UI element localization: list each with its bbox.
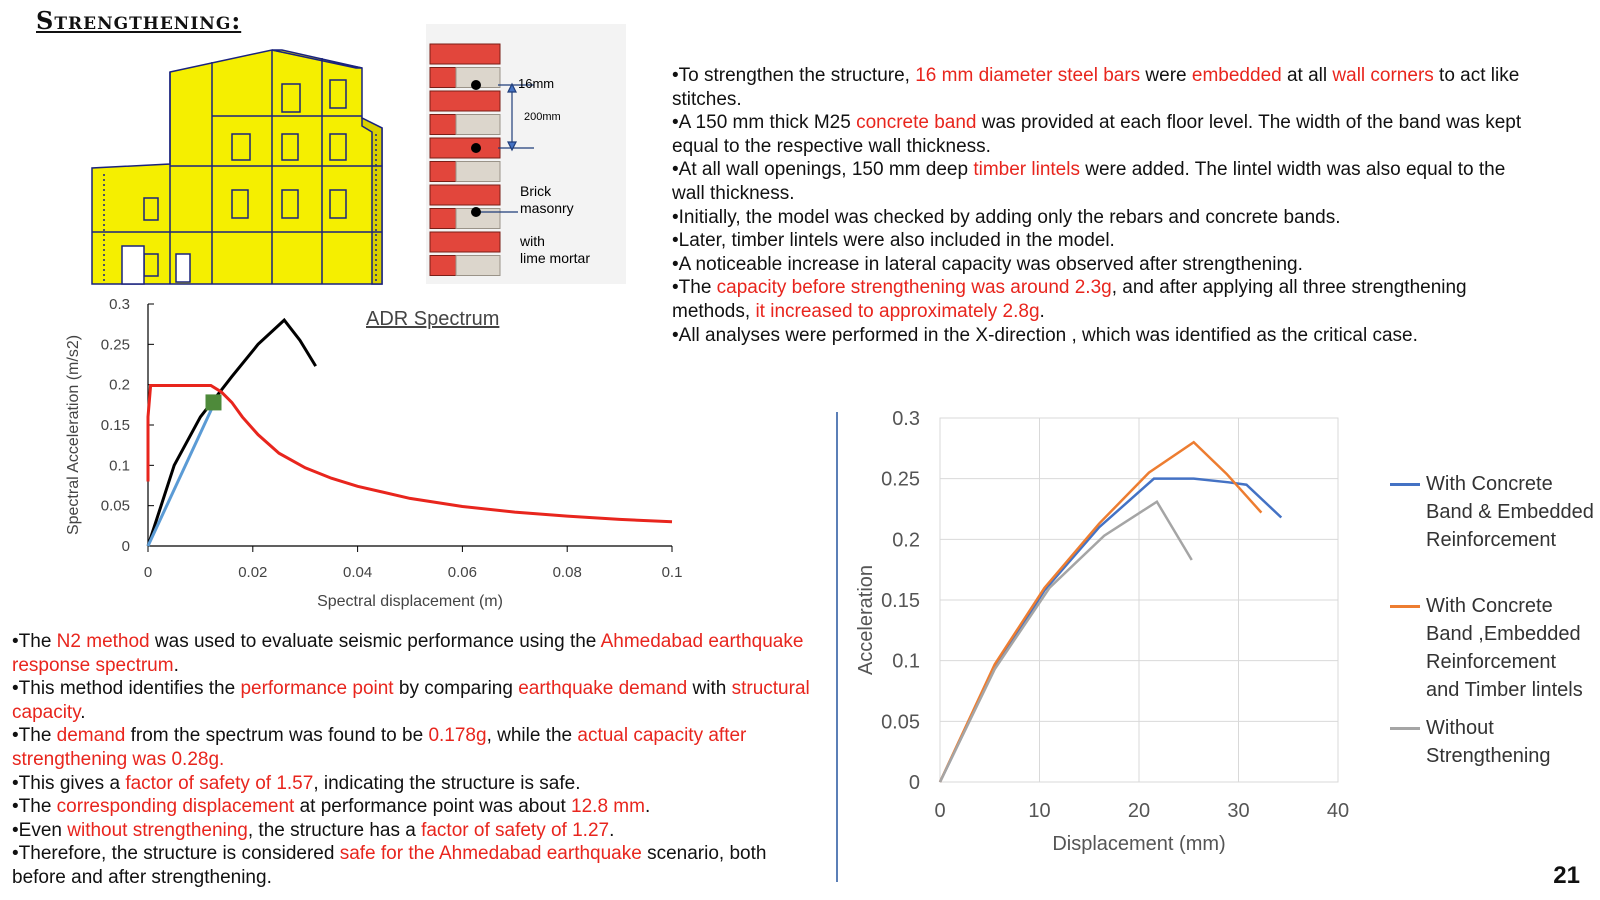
y-tick-label: 0.25 [881, 468, 920, 491]
x-tick-label: 0 [143, 564, 153, 581]
bullet-text: by comparing [393, 678, 519, 700]
bar-dia-label: 16mm [518, 76, 555, 91]
bullet-text: with [687, 678, 732, 700]
series-line [148, 405, 214, 546]
bottom-bullet [12, 724, 822, 771]
bullet-text: . [609, 819, 615, 841]
bullet-text: demand [56, 725, 126, 747]
top-bullet [672, 158, 1542, 205]
bullet-text: at all [1281, 65, 1333, 86]
bullet-text: N2 method [56, 631, 150, 652]
series-line [148, 385, 672, 521]
x-tick-label: 0.04 [342, 564, 373, 581]
page-number: 21 [1553, 862, 1580, 889]
x-tick-label: 0.02 [238, 564, 268, 581]
brick-label-2: masonry [520, 200, 574, 216]
bullet-text: scenario, both before and after strengthening. [12, 843, 767, 888]
bottom-bullet [12, 772, 822, 796]
bottom-bullet [12, 630, 822, 677]
bullet-text: •The [12, 725, 57, 747]
y-tick-label: 0.25 [100, 336, 130, 354]
y-tick-label: 0.2 [892, 529, 920, 552]
y-tick-label: 0.1 [109, 457, 130, 475]
bullet-text: , indicating the structure is safe. [313, 772, 581, 794]
separator-line [836, 412, 838, 882]
building-model-image [86, 34, 386, 290]
reinforcement-detail-image [426, 24, 626, 284]
bullet-text: performance point [240, 678, 394, 700]
x-tick-label: 0 [934, 800, 946, 822]
bullet-text: •At all wall openings, 150 mm deep [672, 159, 974, 181]
y-tick-label: 0.2 [109, 376, 130, 394]
bullet-text: safe for the Ahmedabad earthquake [339, 843, 642, 865]
bullet-text: , and after applying all three strengthening methods, [672, 277, 1467, 322]
top-bullet [672, 206, 1542, 230]
x-axis-label: Spectral displacement (m) [317, 593, 503, 610]
bullet-text: was used to evaluate seismic performance using the [149, 631, 601, 652]
x-tick-label: 0.1 [661, 564, 683, 581]
bullet-text: at performance point was about [294, 796, 572, 818]
series-line [940, 502, 1192, 782]
bullet-text: . [644, 796, 651, 818]
bullet-text: structural capacity [12, 678, 810, 723]
chart-legend [1390, 470, 1595, 800]
adr-spectrum-chart [60, 294, 700, 624]
bottom-bullet [12, 819, 822, 843]
top-bullet [672, 64, 1542, 111]
top-bullet [672, 324, 1542, 348]
bullet-text: 16 mm diameter steel bars [915, 65, 1141, 86]
chart-title: ADR Spectrum [366, 308, 500, 330]
y-tick-label: 0.3 [109, 296, 130, 313]
bottom-bullet [12, 842, 822, 889]
bullet-text: were [1140, 65, 1192, 86]
bullet-text: , the structure has a [247, 819, 422, 841]
x-tick-label: 0.08 [552, 564, 582, 581]
spacing-label: 200mm [524, 111, 561, 123]
performance-point-marker [206, 394, 222, 410]
bullet-text: •All analyses were performed in the X-direction , which was identified as the critical case. [672, 324, 1418, 346]
bullet-text: without strengthening [67, 819, 248, 841]
y-tick-label: 0 [908, 772, 920, 794]
bullet-text: •Initially, the model was checked by adding only the rebars and concrete bands. [672, 206, 1341, 228]
x-tick-label: 30 [1227, 800, 1250, 822]
mortar-label-2: lime mortar [520, 250, 591, 266]
legend-label: Without Strengthening [1426, 717, 1551, 767]
bullet-text: to act like stitches. [672, 65, 1520, 110]
top-bullet [672, 111, 1542, 158]
bullet-text: 0.178g [428, 725, 487, 747]
mortar-label: with [520, 233, 545, 249]
top-bullet-list [672, 64, 1542, 347]
brick-label: Brick [520, 183, 552, 199]
top-bullet [672, 229, 1542, 253]
y-tick-label: 0.05 [100, 497, 130, 515]
bullet-text: embedded [1191, 65, 1282, 86]
legend-swatch [1390, 605, 1420, 608]
y-tick-label: 0.15 [100, 417, 130, 434]
bullet-text: •This method identifies the [12, 678, 241, 700]
bullet-text: •Later, timber lintels were also included in the model. [672, 230, 1115, 252]
bullet-text: •Therefore, the structure is considered [12, 843, 340, 865]
bullet-text: . [80, 701, 86, 723]
bullet-text: from the spectrum was found to be [125, 725, 429, 747]
bottom-bullet [12, 795, 822, 819]
bottom-bullet [12, 677, 822, 724]
bullet-text: . [173, 654, 179, 676]
bullet-text: Ahmedabad earthquake response spectrum [12, 631, 804, 676]
bullet-text: •Even [12, 819, 68, 841]
bullet-text: capacity before strengthening was around 2.3g [716, 277, 1112, 299]
series-line [148, 320, 316, 546]
y-tick-label: 0 [121, 538, 130, 555]
bullet-text: concrete band [856, 112, 977, 134]
bullet-text: was provided at each floor level. The width of the band was kept equal to the respective wall thickness. [672, 112, 1522, 157]
bullet-text: actual capacity after strengthening was 0.28g. [12, 725, 747, 770]
bullet-text: factor of safety of 1.57 [125, 772, 314, 794]
y-tick-label: 0.15 [881, 590, 920, 612]
x-axis-label: Displacement (mm) [1052, 833, 1226, 855]
legend-swatch [1390, 727, 1420, 730]
bullet-text: •A 150 mm thick M25 [672, 112, 857, 134]
y-tick-label: 0.05 [881, 711, 920, 734]
bullet-text: •The [672, 277, 717, 299]
y-tick-label: 0.1 [892, 650, 920, 673]
page-title: Strengthening: [36, 6, 242, 35]
bullet-text: •The [12, 796, 57, 818]
legend-swatch [1390, 483, 1420, 486]
bullet-text: 12.8 mm [571, 796, 645, 818]
y-axis-label: Acceleration [855, 564, 877, 676]
y-tick-label: 0.3 [892, 408, 920, 430]
legend-label: With Concrete Band & Embedded Reinforcement [1426, 473, 1594, 551]
top-bullet [672, 253, 1542, 277]
capacity-curve-chart [846, 400, 1386, 880]
x-tick-label: 10 [1028, 800, 1051, 822]
bullet-text: it increased to approximately 2.8g [755, 300, 1040, 322]
bullet-text: , while the [486, 725, 578, 747]
legend-label: With Concrete Band ,Embedded Reinforcement and Timber lintels [1426, 595, 1583, 701]
bullet-text: wall corners [1332, 65, 1434, 86]
bullet-text: •A noticeable increase in lateral capacity was observed after strengthening. [672, 253, 1303, 275]
y-axis-label: Spectral Acceleration (m/s2) [65, 334, 82, 536]
bullet-text: corresponding displacement [56, 796, 295, 818]
bullet-text: •This gives a [12, 772, 126, 794]
bullet-text: were added. The lintel width was also equal to the wall thickness. [672, 159, 1506, 204]
x-tick-label: 0.06 [447, 564, 478, 581]
bullet-text: timber lintels [973, 159, 1080, 181]
series-line [940, 479, 1281, 782]
bullet-text: •The [12, 631, 57, 652]
series-line [940, 442, 1261, 782]
bottom-bullet-list [12, 630, 822, 890]
top-bullet [672, 276, 1542, 323]
bullet-text: •To strengthen the structure, [672, 65, 916, 86]
x-tick-label: 20 [1127, 800, 1151, 822]
bullet-text: . [1039, 300, 1045, 322]
x-tick-label: 40 [1326, 800, 1350, 822]
bullet-text: factor of safety of 1.27 [421, 819, 610, 841]
bullet-text: earthquake demand [518, 678, 688, 700]
